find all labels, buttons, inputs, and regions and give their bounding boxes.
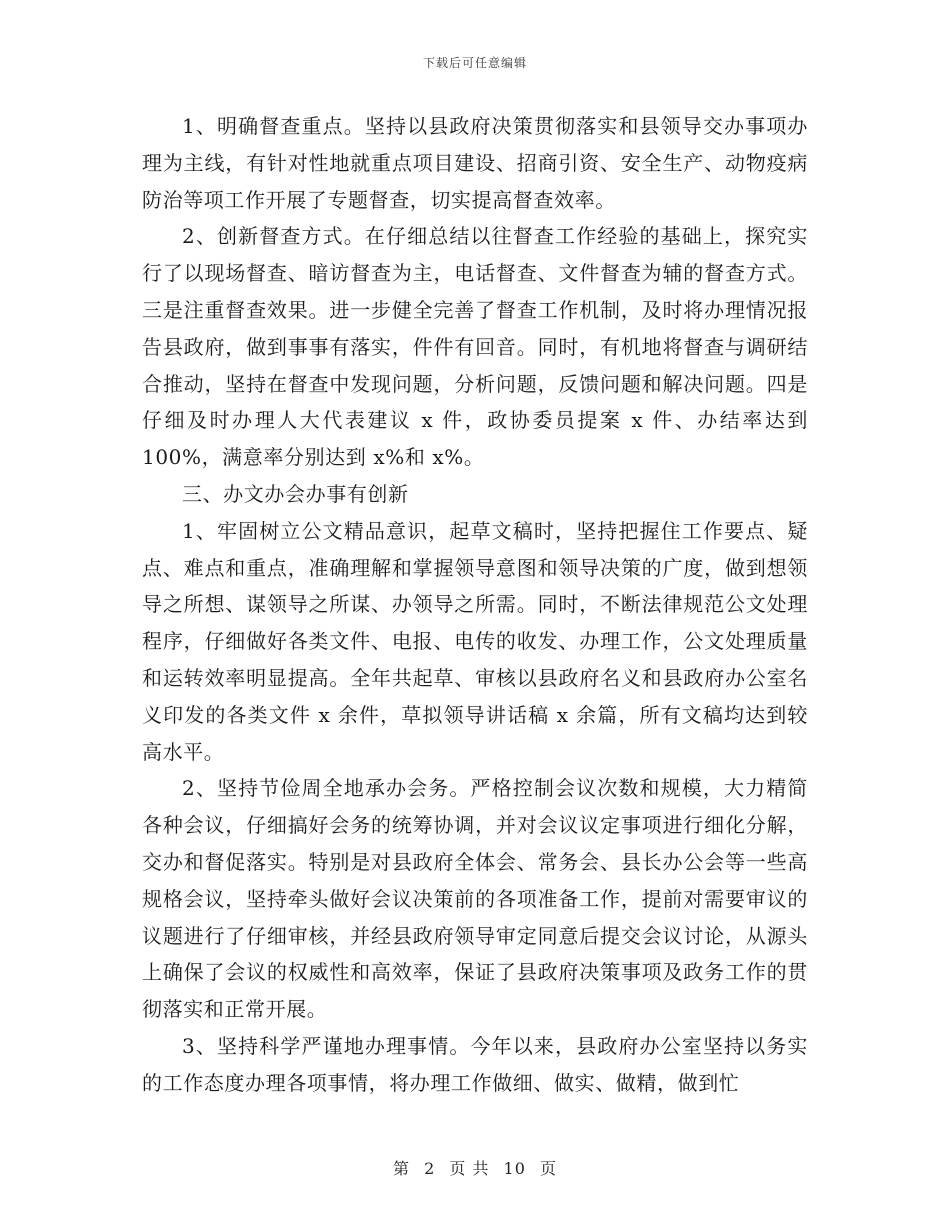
header-note: 下载后可任意编辑 <box>422 56 527 70</box>
section-heading-innovation: 三、办文办会办事有创新 <box>182 481 409 506</box>
page-label-suffix: 页 <box>540 1159 558 1178</box>
paragraph-handling-affairs: 3、坚持科学严谨地办理事情。今年以来，县政府办公室坚持以务实的工作态度办理各项事情，将办理工作做细、做实、做精，做到忙 <box>142 1033 808 1095</box>
paragraph-meeting-affairs: 2、坚持节俭周全地承办会务。严格控制会议次数和规模，大力精简各种会议，仔细搞好会务的统筹协调，并对会议议定事项进行细化分解，交办和督促落实。特别是对县政府全体会、常务会、县长办公会等一些高规格会议，坚持牵头做好会议决策前的各项准备工作，提前对需要审议的议题进行了仔细审核，并经县政府领导审定同意后提交会议讨论，从源头上确保了会议的权威性和高效率，保证了县政府决策事项及政务工作的贯彻落实和正常开展。 <box>142 776 808 1022</box>
page-label-prefix: 第 <box>392 1159 410 1178</box>
page-number-current: 2 <box>424 1159 436 1178</box>
page-label-middle: 页 共 <box>449 1159 490 1178</box>
paragraph-document-quality: 1、牢固树立公文精品意识，起草文稿时，坚持把握住工作要点、疑点、难点和重点，准确理解和掌握领导意图和领导决策的广度，做到想领导之所想、谋领导之所谋、办领导之所需。同时，不断法律规范公文处理程序，仔细做好各类文件、电报、电传的收发、办理工作，公文处理质量和运转效率明显提高。全年共起草、审核以县政府名义和县政府办公室名义印发的各类文件 x 余件，草拟领导讲话稿 x 余篇，所有文稿均达到较高水平。 <box>142 518 808 764</box>
paragraph-supervision-method: 2、创新督查方式。在仔细总结以往督查工作经验的基础上，探究实行了以现场督查、暗访督查为主，电话督查、文件督查为辅的督查方式。三是注重督查效果。进一步健全完善了督查工作机制，及时将办理情况报告县政府，做到事事有落实，件件有回音。同时，有机地将督查与调研结合推动，坚持在督查中发现问题，分析问题，反馈问题和解决问题。四是仔细及时办理人大代表建议 x 件，政协委员提案 x 件、办结率达到 100%，满意率分别达到 x%和 x%。 <box>142 224 808 470</box>
paragraph-supervision-focus: 1、明确督查重点。坚持以县政府决策贯彻落实和县领导交办事项办理为主线，有针对性地就重点项目建设、招商引资、安全生产、动物疫病防治等项工作开展了专题督查，切实提高督查效率。 <box>142 114 808 212</box>
document-body <box>142 108 808 1102</box>
page-number-total: 10 <box>503 1159 526 1178</box>
page-footer <box>0 1156 950 1179</box>
